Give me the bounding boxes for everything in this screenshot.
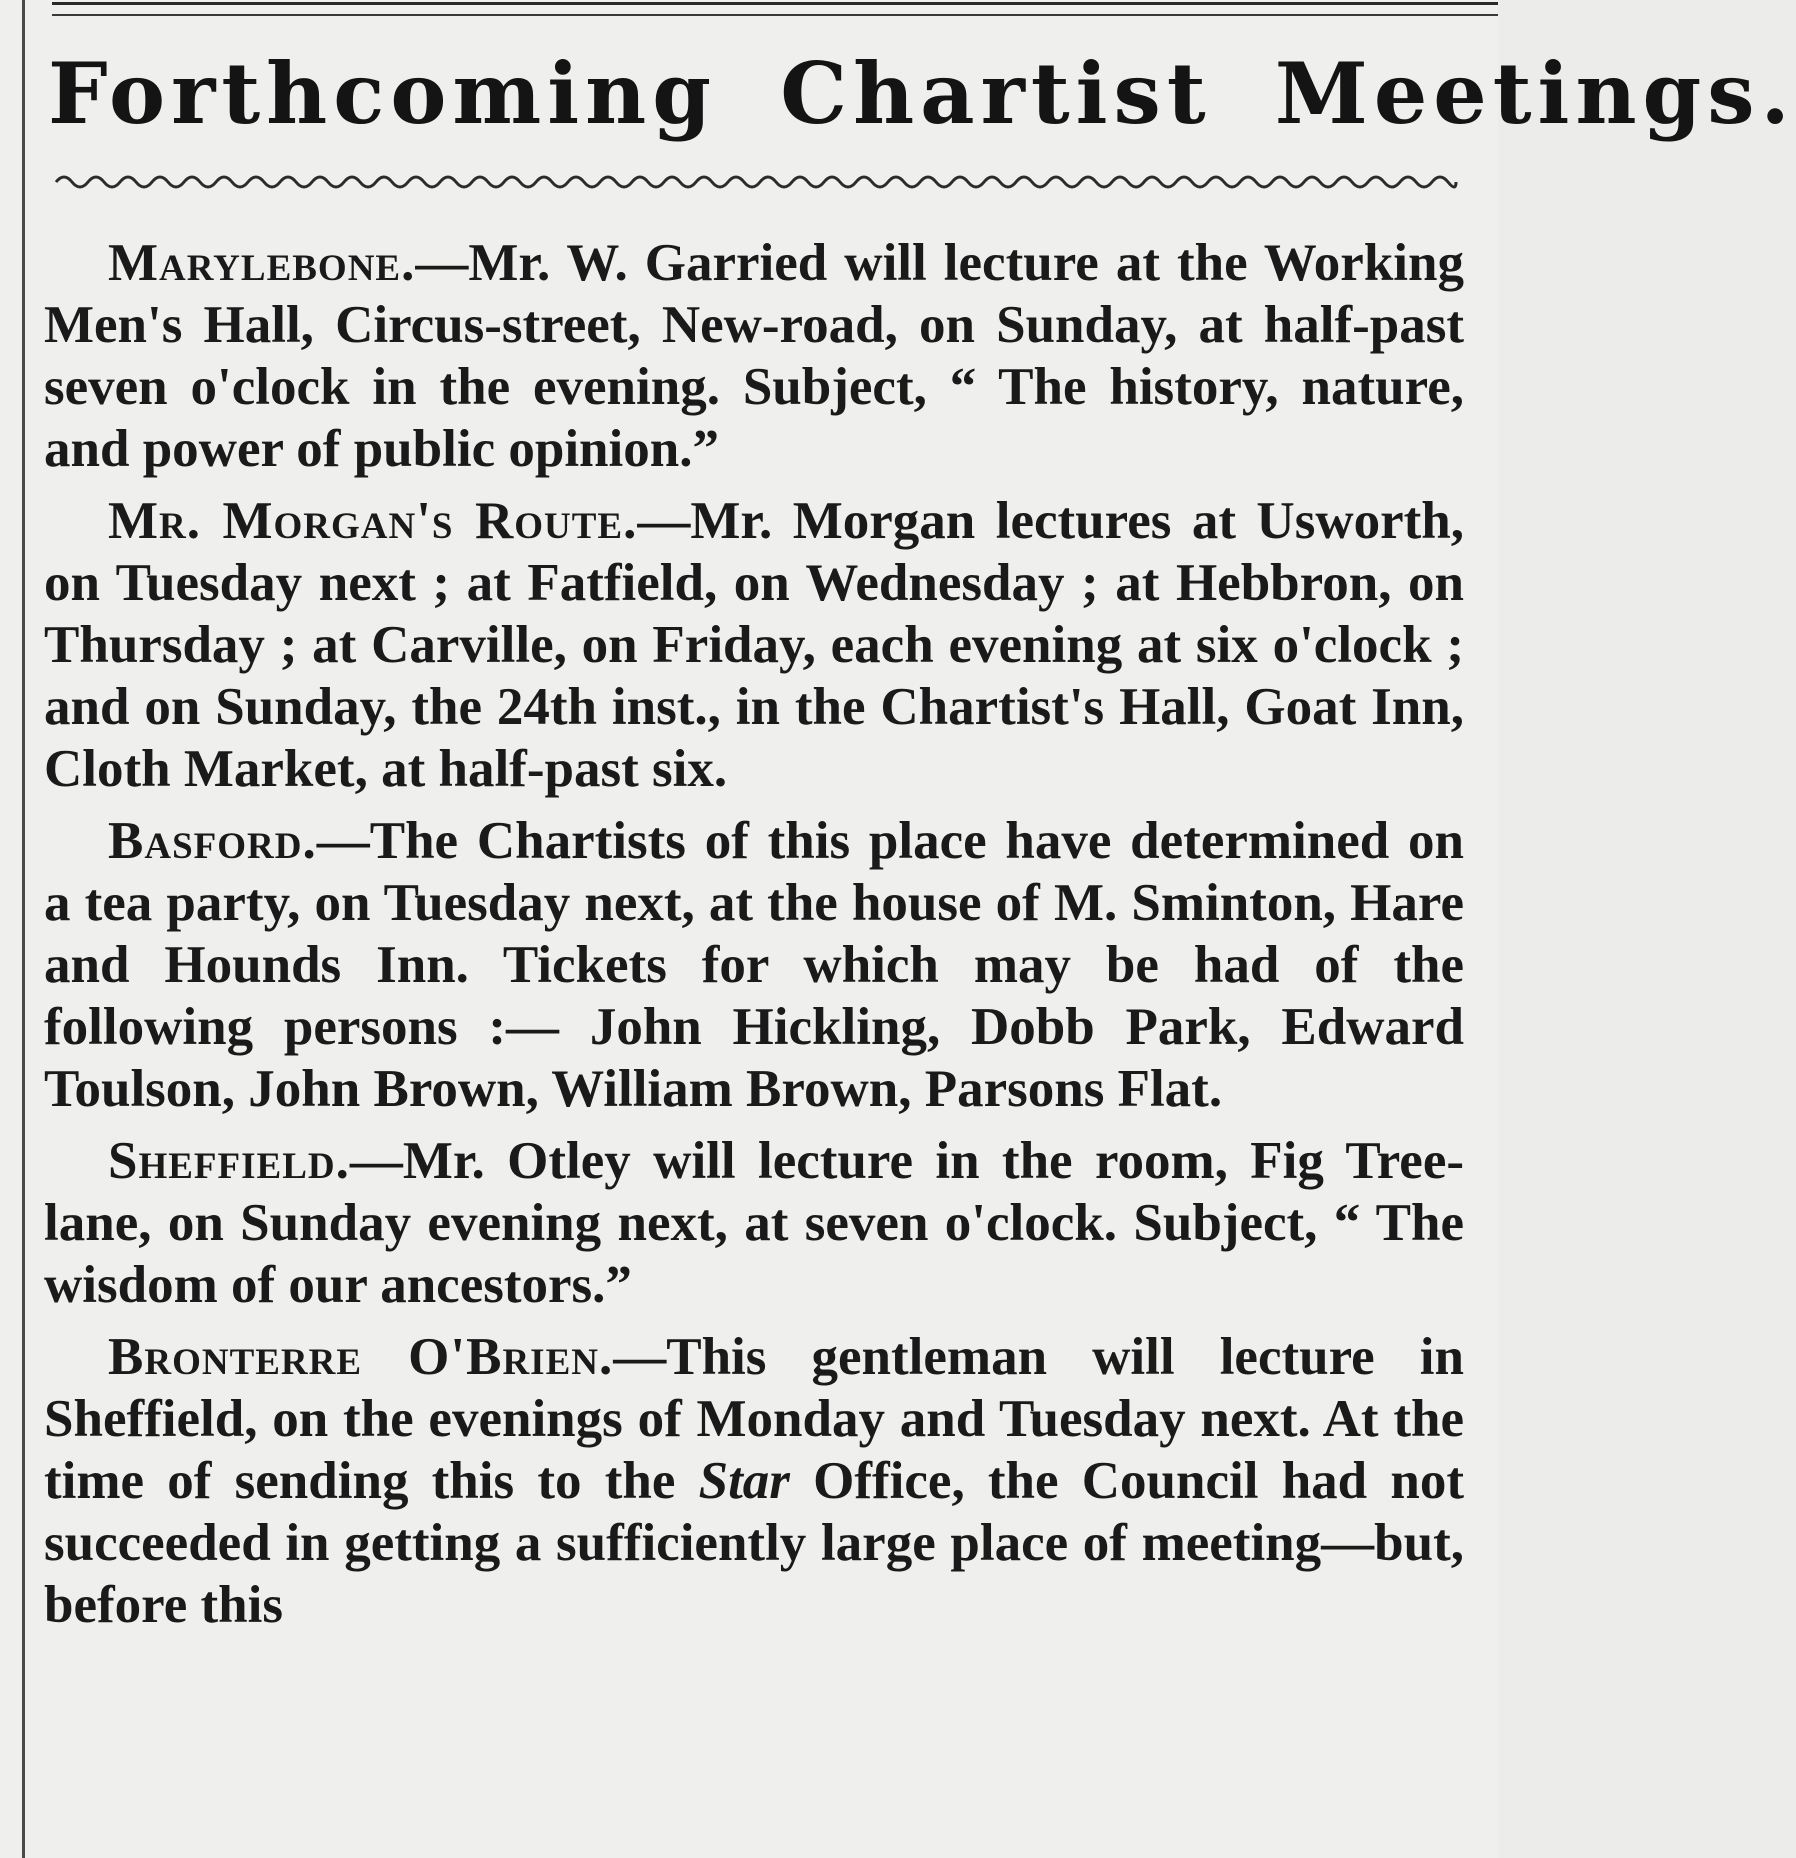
notice-lead: Basford. — [108, 812, 317, 870]
notice-text: —This gentleman will lecture in Sheffield, on the evenings of Monday and Tuesday next. At the time of sending this to the — [44, 1328, 1465, 1510]
column-rule-left — [22, 0, 25, 1858]
notice-bronterre-obrien — [44, 1326, 1464, 1636]
notice-lead: Mr. Morgan's Route. — [108, 492, 638, 550]
notice-lead: Sheffield. — [108, 1132, 350, 1190]
notice-lead: Marylebone. — [108, 234, 416, 292]
ornamental-wavy-rule — [56, 168, 1456, 196]
notice-sheffield — [44, 1130, 1464, 1316]
newspaper-name: Star — [698, 1452, 790, 1510]
notice-basford — [44, 810, 1464, 1120]
article-body — [44, 232, 1464, 1646]
column-rule-top — [52, 2, 1498, 16]
notice-text: Office, the Council had not succeeded in getting a sufficiently large place of meeting—but, before this — [44, 1452, 1464, 1634]
notice-text: —Mr. W. Garried will lecture at the Working Men's Hall, Circus-street, New-road, on Sunday, at half-past seven o'clock in the evening. Subject, “ The history, nature, and power of public opinion.” — [44, 234, 1464, 478]
notice-marylebone — [44, 232, 1464, 480]
headline: Forthcoming Chartist Meetings. — [48, 44, 1796, 143]
notice-text: —The Chartists of this place have determined on a tea party, on Tuesday next, at the house of M. Sminton, Hare and Hounds Inn. Tickets for which may be had of the following persons :— John Hickling, Dobb Park, Edward Toulson, John Brown, William Brown, Parsons Flat. — [44, 812, 1464, 1118]
notice-text: —Mr. Morgan lectures at Usworth, on Tuesday next ; at Fatfield, on Wednesday ; at Hebbron, on Thursday ; at Carville, on Friday, each evening at six o'clock ; and on Sunday, the 24th inst., in the Chartist's Hall, Goat Inn, Cloth Market, at half-past six. — [44, 492, 1464, 798]
notice-text: —Mr. Otley will lecture in the room, Fig Tree-lane, on Sunday evening next, at seven o'clock. Subject, “ The wisdom of our ancestors.” — [44, 1132, 1464, 1314]
notice-lead: Bronterre O'Brien. — [108, 1328, 614, 1386]
notice-mr-morgans-route — [44, 490, 1464, 800]
